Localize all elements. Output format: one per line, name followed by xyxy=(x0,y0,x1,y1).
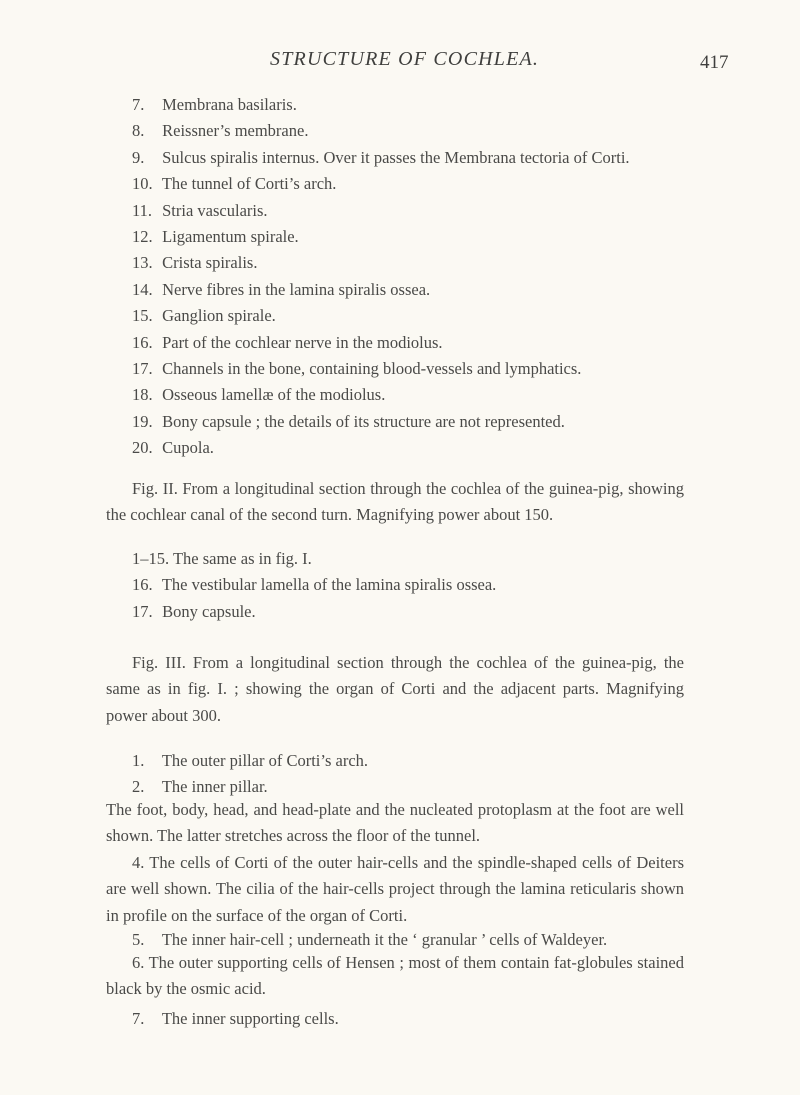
legend-number: 16. xyxy=(132,332,153,352)
fig3-legend-item-6 xyxy=(106,950,684,1003)
fig3-legend-item-1 xyxy=(132,751,368,771)
legend-text: Osseous lamellæ of the modiolus. xyxy=(158,385,386,405)
legend-text: Part of the cochlear nerve in the modiolus. xyxy=(158,332,443,352)
legend-text: The inner supporting cells. xyxy=(161,1009,339,1028)
legend-number: 12. xyxy=(132,227,153,246)
legend-number: 11. xyxy=(132,200,153,220)
legend-number: 5. xyxy=(132,930,145,949)
fig3-pillar-note xyxy=(106,797,684,850)
legend-item xyxy=(132,412,565,432)
legend-number: 1. xyxy=(132,751,145,770)
fig3-legend-item-7 xyxy=(132,1009,339,1029)
fig3-caption xyxy=(106,650,684,729)
legend-number: 17. xyxy=(132,359,153,378)
legend-text: Channels in the bone, containing blood-vessels and lymphatics. xyxy=(158,359,582,378)
legend-number: 8. xyxy=(132,121,145,141)
legend-item xyxy=(132,280,430,300)
legend-number: 19. xyxy=(132,411,153,431)
running-head xyxy=(0,48,800,78)
legend-text: Bony capsule ; the details of its structure are not represented. xyxy=(158,411,565,431)
legend-number: 16. xyxy=(132,575,153,595)
legend-text: Bony capsule. xyxy=(158,601,256,621)
legend-text: 6. The outer supporting cells of Hensen ; most of them contain fat-globules stained black by the osmic acid. xyxy=(106,953,684,999)
legend-text: Stria vascularis. xyxy=(158,200,268,220)
legend-text: Ganglion spirale. xyxy=(158,306,276,326)
legend-item xyxy=(132,385,385,405)
legend-text: Crista spiralis. xyxy=(158,253,258,273)
fig3-caption-text: Fig. III. From a longitudinal section through the cochlea of the guinea-pig, the same as in fig. I. ; showing the organ of Corti and the adjacent parts. Magnifying power about 300. xyxy=(106,653,684,725)
legend-text: Membrana basilaris. xyxy=(158,95,297,114)
legend-number: 13. xyxy=(132,253,153,273)
legend-number: 1–15. xyxy=(132,549,170,568)
legend-item xyxy=(132,174,336,194)
legend-item xyxy=(132,148,630,168)
legend-item xyxy=(132,95,297,115)
fig3-legend-item-4 xyxy=(106,850,684,929)
legend-number: 7. xyxy=(132,1009,145,1028)
legend-item xyxy=(132,306,276,326)
legend-number: 9. xyxy=(132,147,145,167)
fig2-caption-text: Fig. II. From a longitudinal section through the cochlea of the guinea-pig, showing the cochlear canal of the second turn. Magnifying power about 150. xyxy=(106,479,684,525)
page-number: 417 xyxy=(700,52,729,73)
legend-text: The inner pillar. xyxy=(161,777,268,796)
legend-number: 14. xyxy=(132,279,153,299)
legend-text: The same as in fig. I. xyxy=(169,549,312,568)
legend-text: The outer pillar of Corti’s arch. xyxy=(161,751,369,770)
legend-item xyxy=(132,359,581,379)
legend-number: 7. xyxy=(132,95,145,114)
legend-text: The vestibular lamella of the lamina spiralis ossea. xyxy=(158,575,497,595)
legend-text: The tunnel of Corti’s arch. xyxy=(158,174,337,194)
legend-text: Ligamentum spirale. xyxy=(158,227,299,246)
legend-item xyxy=(132,549,312,569)
page-title: STRUCTURE OF COCHLEA. xyxy=(270,48,540,70)
legend-text: Nerve fibres in the lamina spiralis ossea. xyxy=(158,279,431,299)
legend-item xyxy=(132,253,257,273)
legend-item xyxy=(132,227,299,247)
fig3-legend-item-2 xyxy=(132,777,268,797)
legend-number: 15. xyxy=(132,306,153,326)
pillar-note-text: The foot, body, head, and head-plate and the nucleated protoplasm at the foot are well shown. The latter stretches across the floor of the tunnel. xyxy=(106,800,684,846)
legend-number: 20. xyxy=(132,438,153,458)
legend-number: 18. xyxy=(132,385,153,405)
legend-text: Reissner’s membrane. xyxy=(158,121,309,141)
legend-item xyxy=(132,121,308,141)
legend-text: Cupola. xyxy=(158,438,214,458)
fig3-legend-item-5 xyxy=(132,930,607,950)
legend-text: The inner hair-cell ; underneath it the ‘ granular ’ cells of Waldeyer. xyxy=(161,930,608,949)
legend-text: 4. The cells of Corti of the outer hair-cells and the spindle-shaped cells of Deiters are well shown. The cilia of the hair-cells project through the lamina reticularis shown in profile on the surface of the organ of Corti. xyxy=(106,853,684,925)
legend-item xyxy=(132,575,496,595)
legend-number: 2. xyxy=(132,777,145,796)
legend-item xyxy=(132,602,256,622)
legend-item xyxy=(132,438,214,458)
legend-number: 17. xyxy=(132,601,153,621)
legend-item xyxy=(132,201,268,221)
fig2-caption xyxy=(106,476,684,529)
legend-item xyxy=(132,333,443,353)
legend-number: 10. xyxy=(132,174,153,194)
legend-text: Sulcus spiralis internus. Over it passes the Membrana tectoria of Corti. xyxy=(158,147,630,167)
